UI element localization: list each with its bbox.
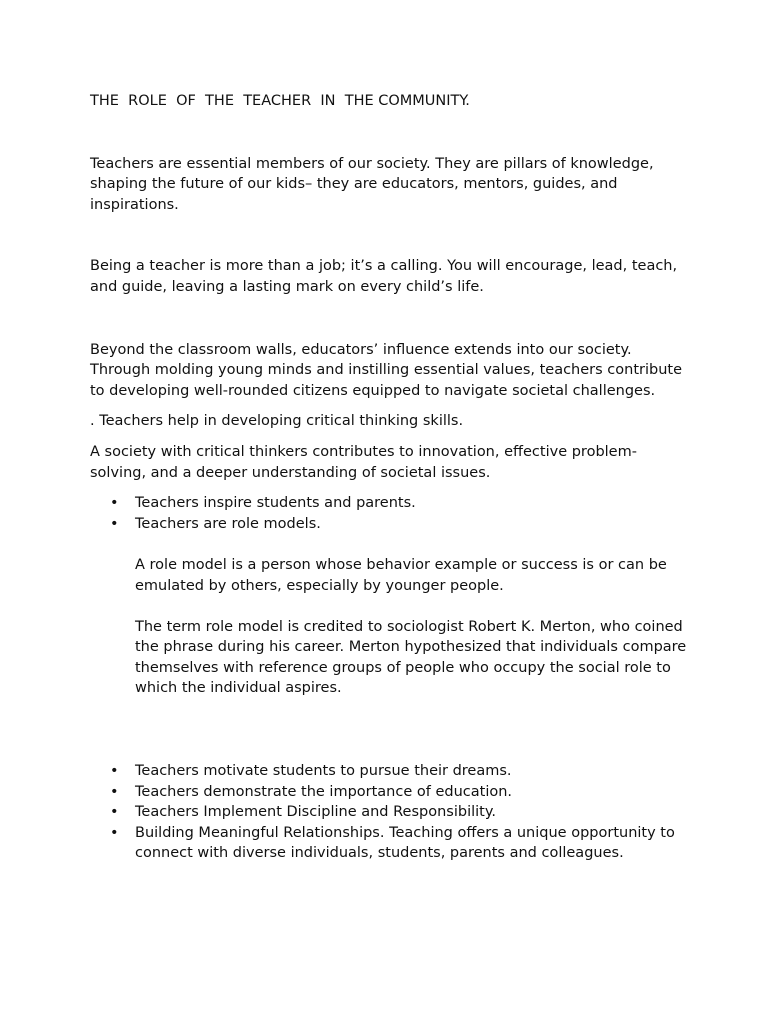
paragraph-merton: The term role model is credited to sociologist Robert K. Merton, who coined the phrase during his career. Merton hypothesized that individuals compare themselves with reference groups of people who occupy the social role to which the individual aspires.	[135, 618, 687, 697]
paragraph-role-model-definition: A role model is a person whose behavior example or success is or can be emulated by others, especially by younger people.	[135, 556, 667, 594]
list-item-text: Teachers Implement Discipline and Responsibility.	[135, 804, 496, 821]
list-item-text: Building Meaningful Relationships. Teaching offers a unique opportunity to connect with diverse individuals, students, parents and colleagues.	[135, 824, 675, 862]
bullet-icon: •	[110, 515, 119, 532]
list-item	[90, 782, 690, 803]
list-item	[90, 823, 690, 864]
paragraph-calling: Being a teacher is more than a job; it’s a calling. You will encourage, lead, teach, and guide, leaving a lasting mark on every child’s life.	[90, 258, 678, 295]
bullet-list-1	[90, 493, 690, 534]
bullet-icon: •	[110, 824, 119, 841]
document-page	[90, 91, 690, 864]
list-item-text: Teachers are role models.	[135, 515, 321, 532]
list-item-text: Teachers motivate students to pursue their dreams.	[135, 763, 512, 780]
list-item	[90, 514, 690, 535]
bullet-icon: •	[110, 783, 119, 800]
bullet-list-2	[90, 761, 690, 864]
list-item-text: Teachers demonstrate the importance of education.	[135, 783, 513, 800]
paragraph-critical-thinking: . Teachers help in developing critical thinking skills.	[90, 413, 464, 430]
paragraph-society: A society with critical thinkers contributes to innovation, effective problem-solving, and a deeper understanding of societal issues.	[90, 443, 637, 481]
list-item-text: Teachers inspire students and parents.	[135, 495, 416, 512]
bullet-icon: •	[110, 763, 119, 780]
list-item	[90, 802, 690, 823]
paragraph-intro: Teachers are essential members of our society. They are pillars of knowledge, shaping the future of our kids– they are educators, mentors, guides, and inspirations.	[90, 155, 654, 213]
bullet-icon: •	[110, 804, 119, 821]
document-title: THE ROLE OF THE TEACHER IN THE COMMUNITY.	[90, 93, 470, 109]
bullet-icon: •	[110, 495, 119, 512]
paragraph-beyond-classroom: Beyond the classroom walls, educators’ influence extends into our society. Through molding young minds and instilling essential values, teachers contribute to developing well-rounded citizens equipped to navigate societal challenges.	[90, 341, 683, 399]
list-item	[90, 761, 690, 782]
list-item	[90, 493, 690, 514]
